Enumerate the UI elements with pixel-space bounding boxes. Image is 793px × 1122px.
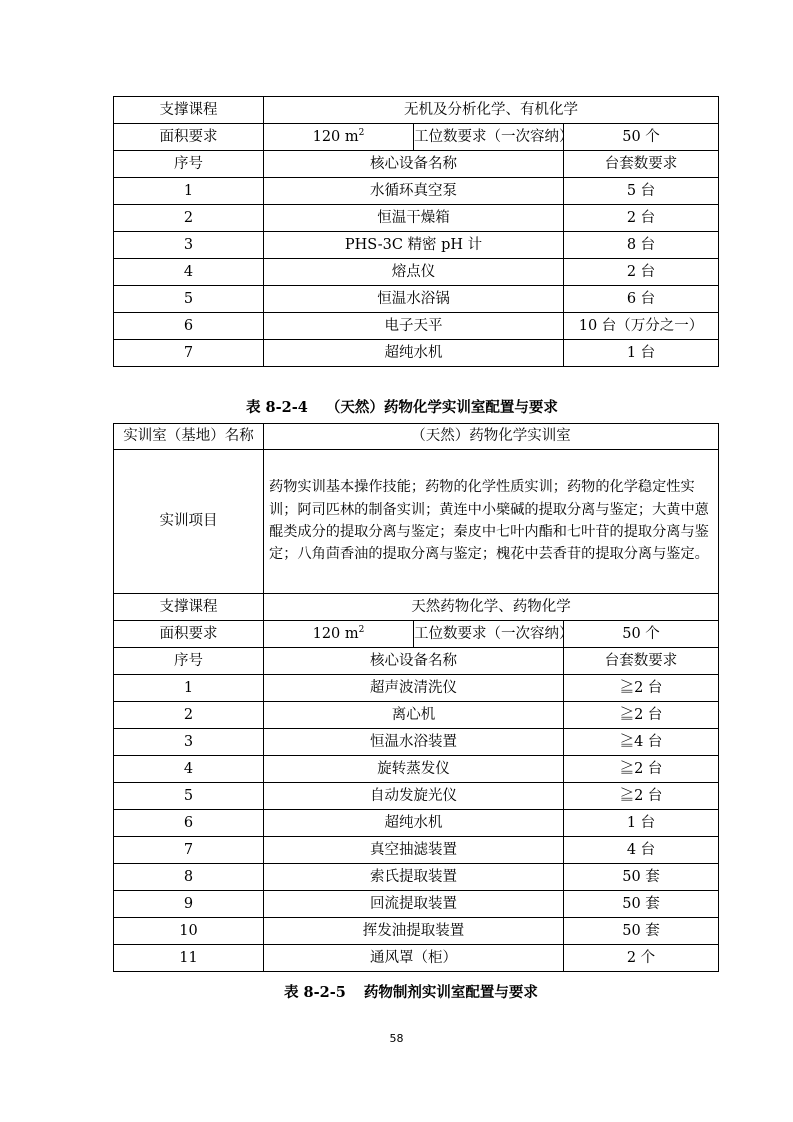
row-index: 1 — [114, 178, 264, 205]
row-quantity: 50 套 — [564, 864, 719, 891]
caption-title: 药物制剂实训室配置与要求 — [363, 984, 538, 1001]
row-quantity: 8 台 — [564, 232, 719, 259]
table-row — [114, 945, 719, 972]
table-row — [114, 286, 719, 313]
row-index: 4 — [114, 259, 264, 286]
row-index: 6 — [114, 810, 264, 837]
page-number: 58 — [389, 1032, 404, 1045]
area-value — [264, 621, 414, 648]
row-index: 1 — [114, 675, 264, 702]
support-course-label: 支撑课程 — [114, 97, 264, 124]
row-index: 10 — [114, 918, 264, 945]
row-equipment: 自动发旋光仪 — [264, 783, 564, 810]
table-row — [114, 178, 719, 205]
area-superscript: 2 — [358, 127, 365, 138]
header-quantity: 台套数要求 — [564, 151, 719, 178]
row-quantity: 50 套 — [564, 918, 719, 945]
support-course-value: 无机及分析化学、有机化学 — [264, 97, 719, 124]
row-equipment: 水循环真空泵 — [264, 178, 564, 205]
row-equipment: 索氏提取装置 — [264, 864, 564, 891]
row-equipment: 超声波清洗仪 — [264, 675, 564, 702]
row-index: 2 — [114, 702, 264, 729]
table-row — [114, 205, 719, 232]
row-equipment: 离心机 — [264, 702, 564, 729]
room-name-value: （天然）药物化学实训室 — [264, 424, 719, 450]
row-equipment: 旋转蒸发仪 — [264, 756, 564, 783]
area-label: 面积要求 — [114, 621, 264, 648]
row-quantity: 4 台 — [564, 837, 719, 864]
row-equipment: 恒温干燥箱 — [264, 205, 564, 232]
row-index: 4 — [114, 756, 264, 783]
table-row — [114, 918, 719, 945]
table-row — [114, 340, 719, 367]
row-equipment: PHS-3C 精密 pH 计 — [264, 232, 564, 259]
area-number: 120 m — [312, 625, 359, 642]
support-course-label: 支撑课程 — [114, 594, 264, 621]
table-row — [114, 891, 719, 918]
row-quantity: 1 台 — [564, 340, 719, 367]
table-row — [114, 783, 719, 810]
row-quantity: ≧4 台 — [564, 729, 719, 756]
projects-text: 药物实训基本操作技能；药物的化学性质实训；药物的化学稳定性实训；阿司匹林的制备实训；黄连中小檗碱的提取分离与鉴定；大黄中蒽醌类成分的提取分离与鉴定；秦皮中七叶内酯和七叶苷的提取分离与鉴定；八角茴香油的提取分离与鉴定；槐花中芸香苷的提取分离与鉴定。 — [264, 450, 719, 594]
table-caption-8-2-4 — [246, 401, 558, 416]
area-value — [264, 124, 414, 151]
capacity-value: 50 个 — [564, 124, 719, 151]
row-index: 8 — [114, 864, 264, 891]
capacity-label: 工位数要求（一次容纳） — [414, 621, 564, 648]
table-row — [114, 702, 719, 729]
table-row — [114, 675, 719, 702]
row-quantity: 5 台 — [564, 178, 719, 205]
row-index: 3 — [114, 729, 264, 756]
row-index: 11 — [114, 945, 264, 972]
row-quantity: 2 台 — [564, 259, 719, 286]
row-equipment: 电子天平 — [264, 313, 564, 340]
row-index: 5 — [114, 783, 264, 810]
row-equipment: 恒温水浴锅 — [264, 286, 564, 313]
row-quantity: ≧2 台 — [564, 675, 719, 702]
area-superscript: 2 — [358, 624, 365, 635]
row-index: 3 — [114, 232, 264, 259]
row-equipment: 超纯水机 — [264, 810, 564, 837]
row-equipment: 熔点仪 — [264, 259, 564, 286]
row-index: 7 — [114, 340, 264, 367]
area-label: 面积要求 — [114, 124, 264, 151]
row-index: 6 — [114, 313, 264, 340]
row-quantity: 2 个 — [564, 945, 719, 972]
row-index: 5 — [114, 286, 264, 313]
room-name-label: 实训室（基地）名称 — [114, 424, 264, 450]
caption-number: 表 8-2-5 — [284, 984, 346, 1001]
row-quantity: ≧2 台 — [564, 756, 719, 783]
row-index: 2 — [114, 205, 264, 232]
lab-config-table-1 — [113, 96, 719, 367]
row-quantity: 10 台（万分之一） — [564, 313, 719, 340]
row-quantity: ≧2 台 — [564, 783, 719, 810]
table-row — [114, 729, 719, 756]
row-quantity: 2 台 — [564, 205, 719, 232]
capacity-label: 工位数要求（一次容纳） — [414, 124, 564, 151]
table-row — [114, 810, 719, 837]
header-equipment: 核心设备名称 — [264, 648, 564, 675]
table-row — [114, 864, 719, 891]
row-index: 9 — [114, 891, 264, 918]
table-row — [114, 756, 719, 783]
header-index: 序号 — [114, 151, 264, 178]
header-equipment: 核心设备名称 — [264, 151, 564, 178]
row-equipment: 超纯水机 — [264, 340, 564, 367]
row-quantity: 6 台 — [564, 286, 719, 313]
row-equipment: 回流提取装置 — [264, 891, 564, 918]
table-caption-8-2-5 — [284, 986, 538, 1001]
row-quantity: 50 套 — [564, 891, 719, 918]
area-number: 120 m — [312, 128, 359, 145]
capacity-value: 50 个 — [564, 621, 719, 648]
table-row — [114, 232, 719, 259]
row-quantity: 1 台 — [564, 810, 719, 837]
row-quantity: ≧2 台 — [564, 702, 719, 729]
row-equipment: 真空抽滤装置 — [264, 837, 564, 864]
row-equipment: 挥发油提取装置 — [264, 918, 564, 945]
lab-config-table-2 — [113, 423, 719, 972]
caption-number: 表 8-2-4 — [246, 399, 308, 416]
header-index: 序号 — [114, 648, 264, 675]
support-course-value: 天然药物化学、药物化学 — [264, 594, 719, 621]
caption-title: （天然）药物化学实训室配置与要求 — [325, 399, 558, 416]
row-equipment: 通风罩（柜） — [264, 945, 564, 972]
projects-label: 实训项目 — [114, 450, 264, 594]
row-equipment: 恒温水浴装置 — [264, 729, 564, 756]
table-row — [114, 313, 719, 340]
header-quantity: 台套数要求 — [564, 648, 719, 675]
table-row — [114, 259, 719, 286]
row-index: 7 — [114, 837, 264, 864]
table-row — [114, 837, 719, 864]
